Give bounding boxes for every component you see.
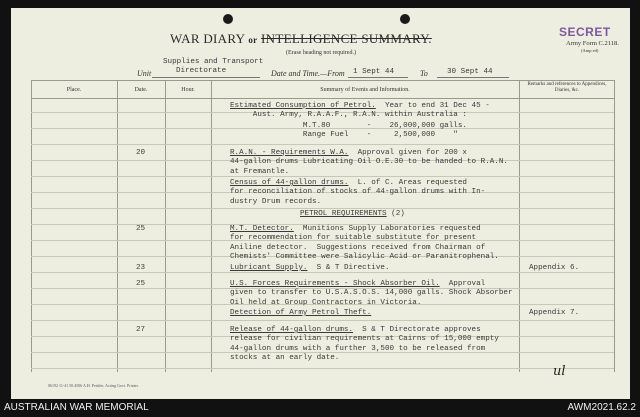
printer-imprint: 06192 11-41 50.4506 A.H. Pettifer, Acting Govt. Printer.	[48, 383, 139, 388]
caption-bar	[0, 399, 640, 417]
title-intelligence: INTELLIGENCE SUMMARY.	[261, 31, 432, 46]
column-rule	[165, 80, 166, 372]
entry-date: 23	[136, 264, 146, 272]
title-war-diary: WAR DIARY	[170, 31, 245, 46]
date-from-underline	[348, 77, 408, 78]
date-to-label: To	[420, 69, 428, 78]
table-right-rule	[614, 80, 615, 372]
entry-row: PETROL REQUIREMENTS (2)	[300, 210, 405, 218]
ruled-line	[31, 368, 614, 369]
date-to-underline	[437, 77, 509, 78]
ruled-line	[31, 320, 614, 321]
date-to: 30 Sept 44	[447, 68, 493, 76]
unit-value-line2: Directorate	[176, 67, 227, 75]
entry-date: 25	[136, 280, 146, 288]
unit-underline	[152, 77, 260, 78]
col-header-hour: Hour.	[181, 87, 195, 93]
entry-row: Lubricant Supply. S & T Directive.	[230, 264, 390, 272]
date-from: 1 Sept 44	[353, 68, 395, 76]
entry-row: Estimated Consumption of Petrol. Year to end 31 Dec 45 - Aust. Army, R.A.A.F., R.A.N. within Australia :	[230, 102, 490, 120]
entry-row: Release of 44-gallon drums. S & T Directorate approves release for civilian requirements at Cairns of 15,000 empty 44-gallon drums with a further 3,500 to be released from stocks at an early date.	[230, 326, 499, 363]
entry-row: Census of 44-gallon drums. L. of C. Areas requested for reconciliation of stocks of 44-gallon drums with In- dustry Drum records.	[230, 179, 486, 206]
punch-hole	[400, 14, 410, 24]
unit-label: Unit	[137, 69, 152, 78]
col-header-date: Date.	[134, 87, 148, 93]
entry-row: R.A.N. - Requirements W.A. Approval given for 200 x 44-gallon drums Lubricating Oil O.E.30 to be handed to R.A.N. at Fremantle.	[230, 149, 508, 176]
unit-value-line1: Supplies and Transport	[163, 58, 264, 66]
ruled-line	[31, 144, 614, 145]
punch-hole	[223, 14, 233, 24]
title-or: or	[248, 35, 258, 45]
amend-note: (Amp ed)	[581, 48, 599, 53]
remark-appendix: Appendix 7.	[529, 309, 580, 317]
entry-row: U.S. Forces Requirements - Shock Absorber Oil. Approval given to transfer to U.S.A.S.O.S. 14,000 galls. Shock Absorber Oil held at Group Contractors in Victoria.	[230, 280, 513, 307]
caption-right: AWM2021.62.2	[567, 402, 636, 413]
remark-appendix: Appendix 6.	[529, 264, 580, 272]
column-rule	[519, 80, 520, 372]
handwritten-initials: ul	[553, 364, 566, 379]
page-title	[170, 31, 432, 47]
col-header-summary: Summary of Events and Information.	[320, 87, 410, 93]
erase-note: (Erase heading not required.)	[286, 50, 356, 56]
entry-date: 25	[136, 225, 146, 233]
entry-date: 27	[136, 326, 146, 334]
entry-date: 20	[136, 149, 146, 157]
ruled-line	[31, 208, 614, 209]
col-header-remarks: Remarks and references to Appendices, Diaries, &c.	[527, 82, 607, 93]
table-header-rule	[31, 98, 614, 99]
caption-left: AUSTRALIAN WAR MEMORIAL	[4, 402, 149, 413]
security-stamp: SECRET	[559, 25, 611, 39]
table-top-rule	[31, 80, 614, 81]
entry-row: M.T. Detector. Munitions Supply Laboratories requested for recommendation for suitable substitute for present Aniline detector. Suggestions received from Chairman of Chemists' Committee were Salicylic Acid or Paranitrophenal.	[230, 225, 499, 262]
col-header-place: Place.	[66, 87, 82, 93]
column-rule	[117, 80, 118, 372]
entry-row: M.T.80 - 26,000,000 galls. Range Fuel - 2,500,000 "	[302, 122, 467, 140]
column-rule	[211, 80, 212, 372]
form-number: Army Form C.2118.	[566, 40, 619, 47]
table-left-rule	[31, 80, 32, 372]
date-time-label: Date and Time.—From	[271, 69, 345, 78]
entry-row: Detection of Army Petrol Theft.	[230, 309, 372, 317]
